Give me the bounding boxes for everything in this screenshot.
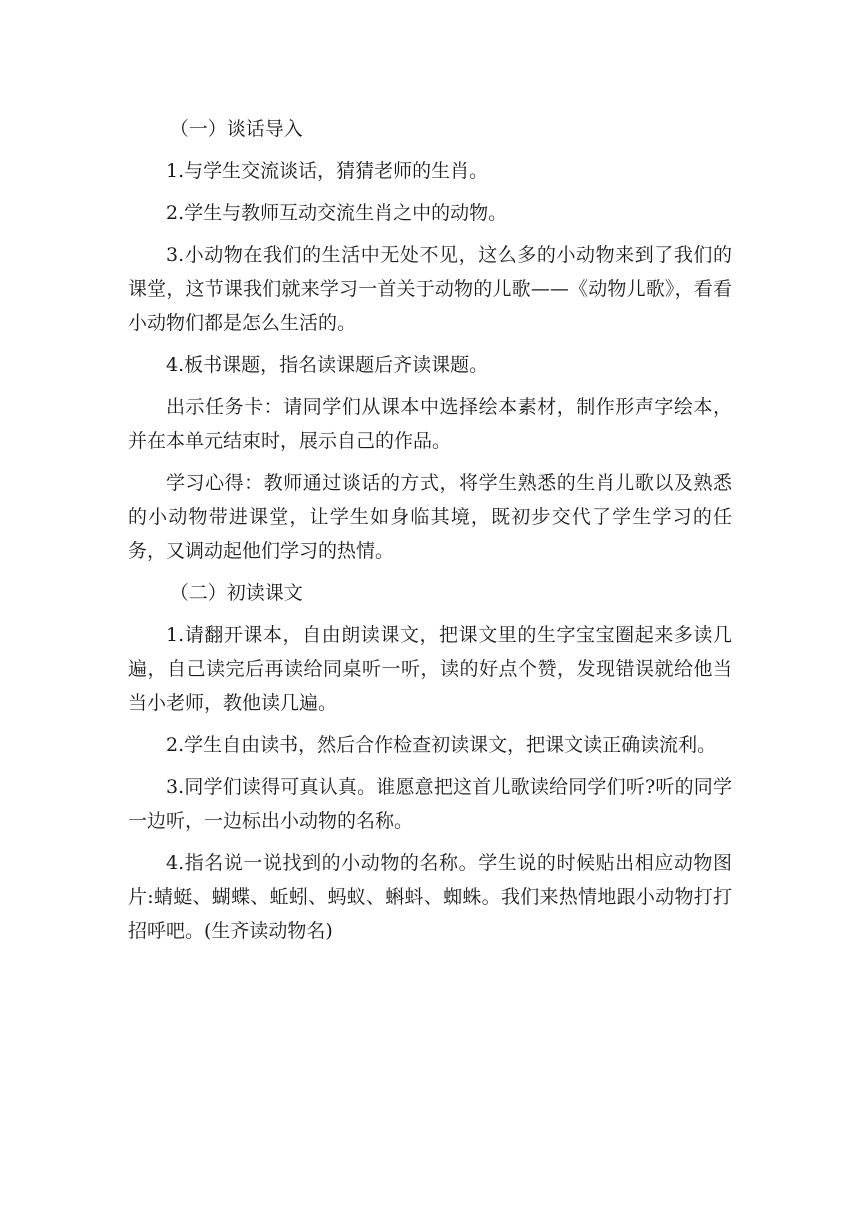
paragraph: 4.指名说一说找到的小动物的名称。学生说的时候贴出相应动物图片:蜻蜓、蝴蝶、蚯蚓、蚂蚁、蝌蚪、蜘蛛。我们来热情地跟小动物打打招呼吧。(生齐读动物名) — [128, 852, 732, 942]
section-heading-intro: （一）谈话导入 — [169, 118, 303, 140]
section-heading-first-reading: （二）初读课文 — [169, 582, 303, 604]
paragraph: 2.学生自由读书，然后合作检查初读课文，把课文读正确读流利。 — [166, 734, 717, 756]
paragraph: 2.学生与教师互动交流生肖之中的动物。 — [166, 202, 508, 224]
paragraph: 3.同学们读得可真认真。谁愿意把这首儿歌读给同学们听?听的同学一边听，一边标出小动物的名称。 — [128, 776, 732, 832]
paragraph: 学习心得：教师通过谈话的方式，将学生熟悉的生肖儿歌以及熟悉的小动物带进课堂，让学生如身临其境，既初步交代了学生学习的任务，又调动起他们学习的热情。 — [128, 472, 732, 562]
paragraph: 4.板书课题，指名读课题后齐读课题。 — [166, 354, 489, 376]
document-body — [128, 112, 732, 956]
paragraph: 1.请翻开课本，自由朗读课文，把课文里的生字宝宝圈起来多读几遍，自己读完后再读给同桌听一听，读的好点个赞，发现错误就给他当当小老师，教他读几遍。 — [128, 624, 732, 714]
paragraph: 1.与学生交流谈话，猜猜老师的生肖。 — [166, 160, 489, 182]
paragraph: 出示任务卡：请同学们从课本中选择绘本素材，制作形声字绘本，并在本单元结束时，展示自己的作品。 — [128, 396, 732, 452]
paragraph: 3.小动物在我们的生活中无处不见，这么多的小动物来到了我们的课堂，这节课我们就来学习一首关于动物的儿歌——《动物儿歌》，看看小动物们都是怎么生活的。 — [128, 244, 732, 334]
